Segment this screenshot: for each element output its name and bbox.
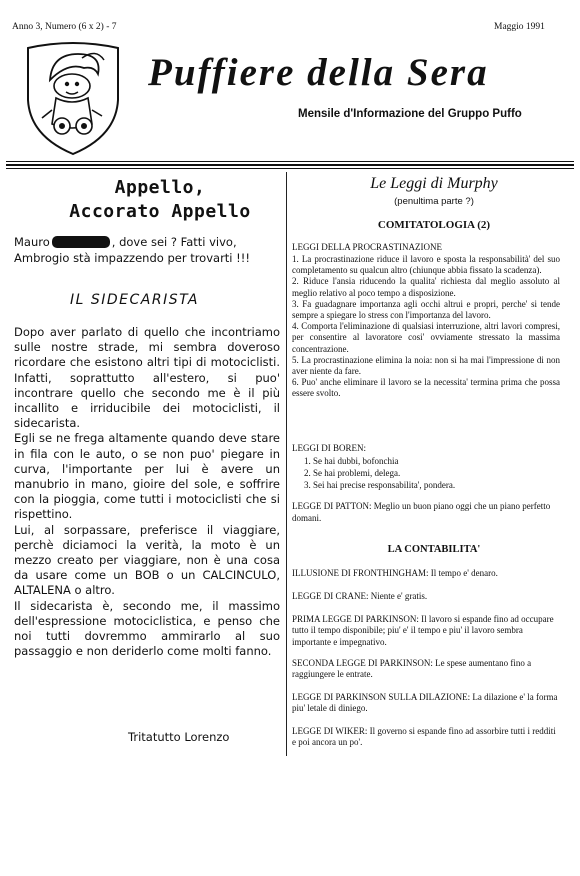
list-item: 3. Fa guadagnare importanza agli occhi altrui e propri, perche' si tende sempre a spiegare lo stress con l'importanza del lavoro. <box>292 298 560 321</box>
article-paragraph: Egli se ne frega altamente quando deve stare in fila con le auto, o se non puo' piegare in curva, l'importante per lui è avere un manubrio in mano, gioire del sole, e soffrire con la pioggia, come tutti i motociclisti che si rispettino. <box>14 431 280 522</box>
article-title: IL SIDECARISTA <box>70 292 199 308</box>
redaction-bar <box>52 236 110 248</box>
list-item: 3. Sei hai precise responsabilita', pondera. <box>304 480 456 490</box>
murphy-subtitle: (penultima parte ?) <box>394 196 474 207</box>
article-body <box>14 325 280 659</box>
appeal-name: Mauro <box>14 235 50 249</box>
appeal-text-line1 <box>14 235 237 249</box>
list-item: 1. La procrastinazione riduce il lavoro e sposta la responsabilità' del suo completamento su qualcun altro (chiunque abbia fissato la scadenza). <box>292 254 560 276</box>
appeal-headline <box>60 176 260 224</box>
list-item: 6. Puo' anche eliminare il lavoro se la necessita' termina prima che possa essere svolto. <box>292 377 560 399</box>
list-item: 5. La procrastinazione elimina la noia: non si ha mai l'impressione di non aver niente da fare. <box>292 354 560 377</box>
smurf-crest-icon <box>22 40 124 158</box>
list-item: 2. Riduce l'ansia riducendo la qualita' richiesta dal meglio assoluto al meglio relativo al poco tempo a disposizione. <box>292 276 560 298</box>
article-paragraph: Lui, al sorpassare, preferisce il viaggiare, perchè diciamoci la verità, la moto è un mezzo creato per viaggiare, non è una cosa da usare come un BOB o un CALCINCULO, ALTALENA o altro. <box>14 522 280 598</box>
list-item: 2. Se hai problemi, delega. <box>304 468 401 478</box>
article-paragraph: Il sidecarista è, secondo me, il massimo dell'espressione motociclistica, e penso che noi tutti dovremmo ammirarlo al suo passaggio e non deriderlo come molti fanno. <box>14 598 280 659</box>
article-paragraph: Dopo aver parlato di quello che incontriamo sulle nostre strade, mi sembra doveroso ricordare che esistono altri tipi di motociclisti. Infatti, soprattutto all'estero, si puo' incontrare quello che secondo me è il più incallito e irriducibile dei motociclisti, il sidecarista. <box>14 325 280 431</box>
header-rule-middle <box>6 164 574 166</box>
patton-law: LEGGE DI PATTON: Meglio un buon piano oggi che un piano perfetto domani. <box>292 501 551 523</box>
section-heading-contabilita: LA CONTABILITA' <box>387 544 481 555</box>
issue-number: Anno 3, Numero (6 x 2) - 7 <box>12 22 117 32</box>
list-item: 1. Se hai dubbi, bofonchia <box>304 456 399 466</box>
list-item: 4. Comporta l'eliminazione di qualsiasi interruzione, altri lavori compresi, per consentire al lavoratore cosi' ovviamente stressato la massima concentrazione. <box>292 321 560 354</box>
procrastination-list <box>292 254 560 400</box>
appeal-question: , dove sei ? Fatti vivo, <box>111 235 237 249</box>
boren-list <box>304 455 455 491</box>
appeal-text-line2: Ambrogio stà impazzendo per trovarti !!! <box>14 251 250 265</box>
appeal-headline-line1: Appello, <box>114 177 206 198</box>
article-signature: Tritatutto Lorenzo <box>128 730 230 744</box>
column-divider <box>286 172 287 756</box>
header-rule-bottom <box>6 168 574 169</box>
masthead-subtitle: Mensile d'Informazione del Gruppo Puffo <box>298 108 522 120</box>
boren-heading: LEGGI DI BOREN: <box>292 443 366 453</box>
law-entry: LEGGE DI WIKER: Il governo si espande fino ad assorbire tutti i redditi e poi ancora un po'. <box>292 726 556 748</box>
law-entry: LEGGE DI PARKINSON SULLA DILAZIONE: La dilazione e' la forma piu' letale di diniego. <box>292 692 558 714</box>
procrastination-heading: LEGGI DELLA PROCRASTINAZIONE <box>292 242 442 252</box>
law-entry: PRIMA LEGGE DI PARKINSON: Il lavoro si espande fino ad occupare tutto il tempo disponibile; piu' e' il tempo e piu' il lavoro sembra importante e impegnativo. <box>292 614 554 647</box>
appeal-headline-line2: Accorato Appello <box>69 201 251 222</box>
murphy-title: Le Leggi di Murphy <box>370 175 498 192</box>
masthead-title: Puffiere della Sera <box>148 51 489 94</box>
issue-date: Maggio 1991 <box>494 22 545 32</box>
law-entry: ILLUSIONE DI FRONTHINGHAM: Il tempo e' denaro. <box>292 568 498 578</box>
law-entry: SECONDA LEGGE DI PARKINSON: Le spese aumentano fino a raggiungere le entrate. <box>292 658 532 680</box>
header-rule-top <box>6 161 574 162</box>
law-entry: LEGGE DI CRANE: Niente e' gratis. <box>292 591 428 601</box>
section-heading-comitatologia: COMITATOLOGIA (2) <box>377 219 491 231</box>
